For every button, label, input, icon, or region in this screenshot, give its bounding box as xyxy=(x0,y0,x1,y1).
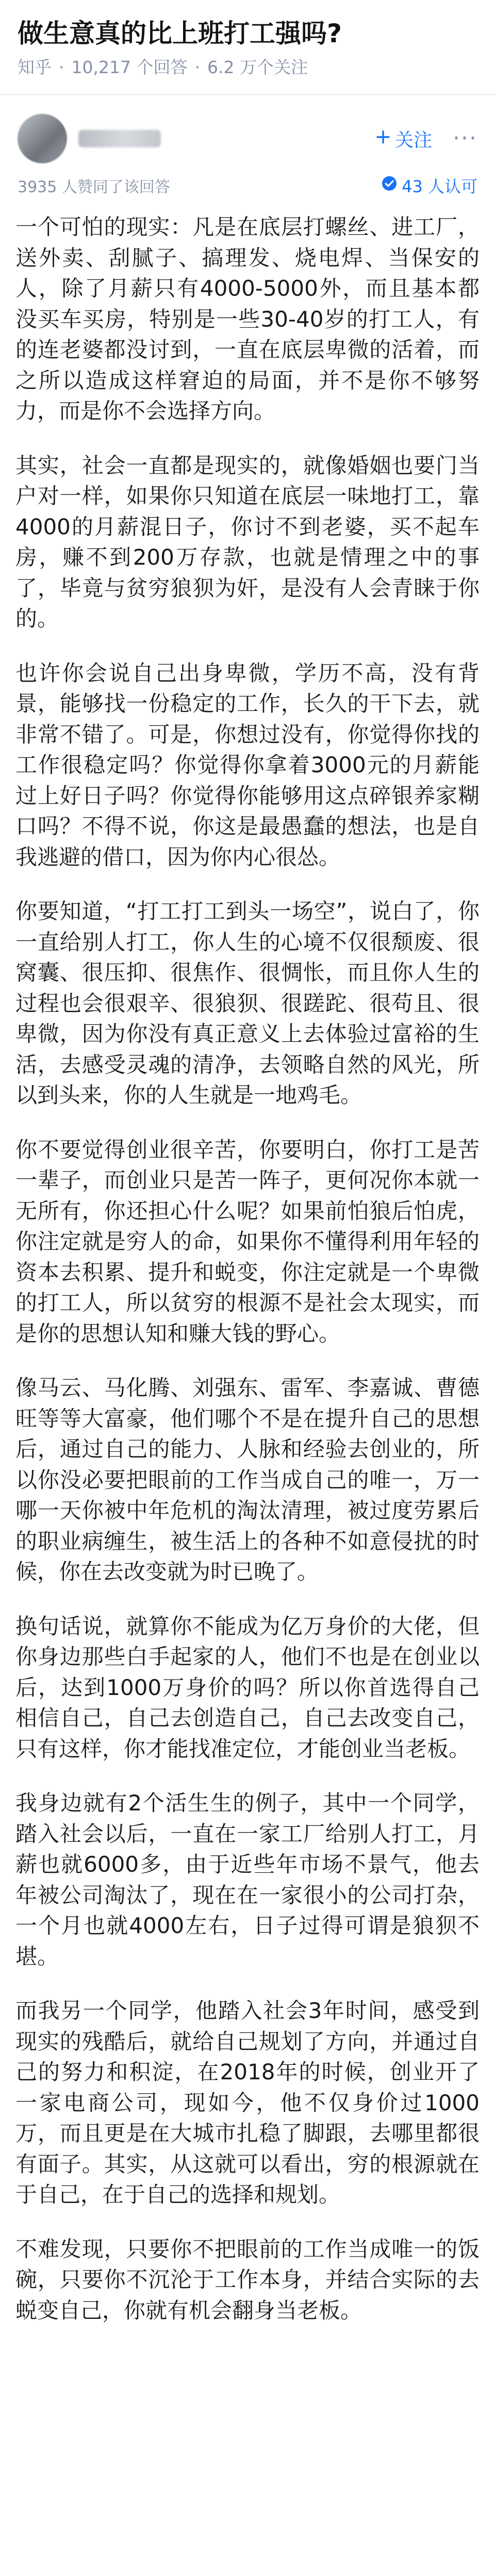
answer-paragraph: 你不要觉得创业很辛苦，你要明白，你打工是苦一辈子，而创业只是苦一阵子，更何况你本就一无所有，你还担心什么呢？如果前怕狼后怕虎，你注定就是穷人的命，如果你不懂得利用年轻的资本去积累、提升和蜕变，你注定就是一个卑微的打工人，所以贫穷的根源不是社会太现实，而是你的思想认知和赚大钱的野心。 xyxy=(15,1137,480,1346)
meta-separator: · xyxy=(59,57,64,77)
answer-stats xyxy=(0,167,495,198)
answer-paragraph: 其实，社会一直都是现实的，就像婚姻也要门当户对一样，如果你只知道在底层一味地打工，靠4000的月薪混日子，你讨不到老婆，买不起车房，赚不到200万存款，也就是情理之中的事了，毕竟与贫穷狼狈为奸，是没有人会青睐于你的。 xyxy=(15,452,480,631)
upvote-count: 3935 人赞同了该回答 xyxy=(18,178,170,196)
answer-paragraph: 不难发现，只要你不把眼前的工作当成唯一的饭碗，只要你不沉沦于工作本身，并结合实际的去蜕变自己，你就有机会翻身当老板。 xyxy=(15,2236,480,2323)
answer-paragraph: 换句话说，就算你不能成为亿万身价的大佬，但你身边那些白手起家的人，他们不也是在创业以后，达到1000万身价的吗？所以你首选得自己相信自己，自己去创造自己，自己去改变自己，只有这样，你才能找准定位，才能创业当老板。 xyxy=(15,1613,480,1761)
answer-paragraph: 像马云、马化腾、刘强东、雷军、李嘉诚、曹德旺等等大富豪，他们哪个不是在提升自己的思想后，通过自己的能力、人脉和经验去创业的，所以你没必要把眼前的工作当成自己的唯一，万一哪一天你被中年危机的淘汰清理，被过度劳累后的职业病缠生，被生活上的各种不如意侵扰的时候，你在去改变就为时已晚了。 xyxy=(15,1375,480,1584)
plus-icon xyxy=(375,128,391,149)
recognition-count: 43 人认可 xyxy=(402,177,477,196)
check-icon xyxy=(381,175,398,196)
recognition-badge[interactable] xyxy=(381,174,477,197)
followers-count: 6.2 万个关注 xyxy=(207,57,308,77)
author-name-redacted[interactable] xyxy=(78,130,161,147)
answer-body xyxy=(0,198,495,2326)
answers-count[interactable]: 10,217 个回答 xyxy=(71,57,188,77)
question-meta xyxy=(18,55,477,80)
follow-label: 关注 xyxy=(395,129,433,151)
answer-paragraph: 也许你会说自己出身卑微，学历不高，没有背景，能够找一份稳定的工作，长久的干下去，就非常不错了。可是，你想过没有，你觉得你找的工作很稳定吗？你觉得你拿着3000元的月薪能过上好日子吗？你觉得你能够用这点碎银养家糊口吗？不得不说，你这是最愚蠢的想法，也是自我逃避的借口，因为你内心很怂。 xyxy=(15,660,480,870)
question-header xyxy=(0,0,495,80)
follow-button[interactable] xyxy=(369,121,438,157)
answer-paragraph: 我身边就有2个活生生的例子，其中一个同学，踏入社会以后，一直在一家工厂给别人打工，月薪也就6000多，由于近些年市场不景气，他去年被公司淘汰了，现在在一家很小的公司打杂，一个月也就4000左右，日子过得可谓是狼狈不堪。 xyxy=(15,1790,480,1969)
answer-paragraph: 你要知道，“打工打工到头一场空”，说白了，你一直给别人打工，你人生的心境不仅很颓废、很窝囊、很压抑、很焦作、很惆怅，而且你人生的过程也会很艰辛、很狼狈、很蹉跎、很苟且、很卑微，因为你没有真正意义上去体验过富裕的生活，去感受灵魂的清净，去领略自然的风光，所以到头来，你的人生就是一地鸡毛。 xyxy=(15,899,480,1108)
answer-paragraph: 一个可怕的现实：凡是在底层打螺丝、进工厂，送外卖、刮腻子、搞理发、烧电焊、当保安的人，除了月薪只有4000-5000外，而且基本都没买车买房，特别是一些30-40岁的打工人，有的连老婆都没讨到，一直在底层卑微的活着，而之所以造成这样窘迫的局面，并不是你不够努力，而是你不会选择方向。 xyxy=(15,214,480,423)
avatar[interactable] xyxy=(18,114,67,163)
meta-separator: · xyxy=(194,57,200,77)
more-options-icon[interactable]: ··· xyxy=(453,125,477,151)
source-label: 知乎 xyxy=(18,57,52,77)
question-title[interactable]: 做生意真的比上班打工强吗? xyxy=(18,19,342,48)
author-row xyxy=(0,95,495,167)
answer-paragraph: 而我另一个同学，他踏入社会3年时间，感受到现实的残酷后，就给自己规划了方向，并通过自己的努力和积淀，在2018年的时候，创业开了一家电商公司，现如今，他不仅身价过1000万，而且更是在大城市扎稳了脚跟，去哪里都很有面子。其实，从这就可以看出，穷的根源就在于自己，在于自己的选择和规划。 xyxy=(15,1998,480,2207)
